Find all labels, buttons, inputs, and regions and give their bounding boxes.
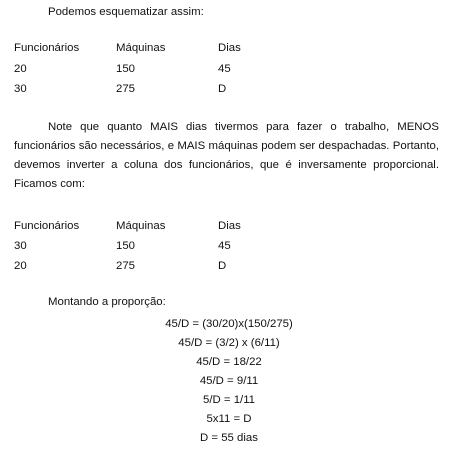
equation-line: 45/D = (30/20)x(150/275) bbox=[165, 318, 293, 330]
table-cell: 150 bbox=[116, 240, 136, 252]
table-cell: 30 bbox=[14, 240, 27, 252]
table-cell: D bbox=[218, 260, 227, 272]
equation-line: 45/D = (3/2) x (6/11) bbox=[178, 337, 280, 349]
table-header-dias: Dias bbox=[218, 42, 241, 54]
equation-line: 45/D = 9/11 bbox=[199, 375, 259, 387]
table-cell: 275 bbox=[116, 260, 136, 272]
table-cell: 30 bbox=[14, 83, 27, 95]
table-cell: 45 bbox=[218, 63, 231, 75]
table-cell: D bbox=[218, 83, 227, 95]
equation-line: 5x11 = D bbox=[206, 413, 252, 425]
equation-line: 5/D = 1/11 bbox=[202, 394, 256, 406]
table-header-maquinas: Máquinas bbox=[116, 220, 166, 232]
intro-text: Podemos esquematizar assim: bbox=[48, 6, 204, 18]
table-header-funcionarios: Funcionários bbox=[14, 220, 80, 232]
table-cell: 20 bbox=[14, 260, 27, 272]
table-cell: 150 bbox=[116, 63, 136, 75]
proportion-intro: Montando a proporção: bbox=[48, 296, 166, 308]
table-cell: 45 bbox=[218, 240, 231, 252]
equation-line: D = 55 dias bbox=[200, 432, 258, 444]
explanation-paragraph: Note que quanto MAIS dias tivermos para fazer o trabalho, MENOS funcionários são necessários, e MAIS máquinas podem ser despachadas. Portanto, devemos inverter a coluna dos funcionários, que é inversamente proporcional. Ficamos com: bbox=[14, 121, 439, 190]
table-header-dias: Dias bbox=[218, 220, 241, 232]
table-cell: 275 bbox=[116, 83, 136, 95]
equation-line: 45/D = 18/22 bbox=[196, 356, 262, 368]
table-header-funcionarios: Funcionários bbox=[14, 42, 80, 54]
table-header-maquinas: Máquinas bbox=[116, 42, 166, 54]
table-cell: 20 bbox=[14, 63, 27, 75]
